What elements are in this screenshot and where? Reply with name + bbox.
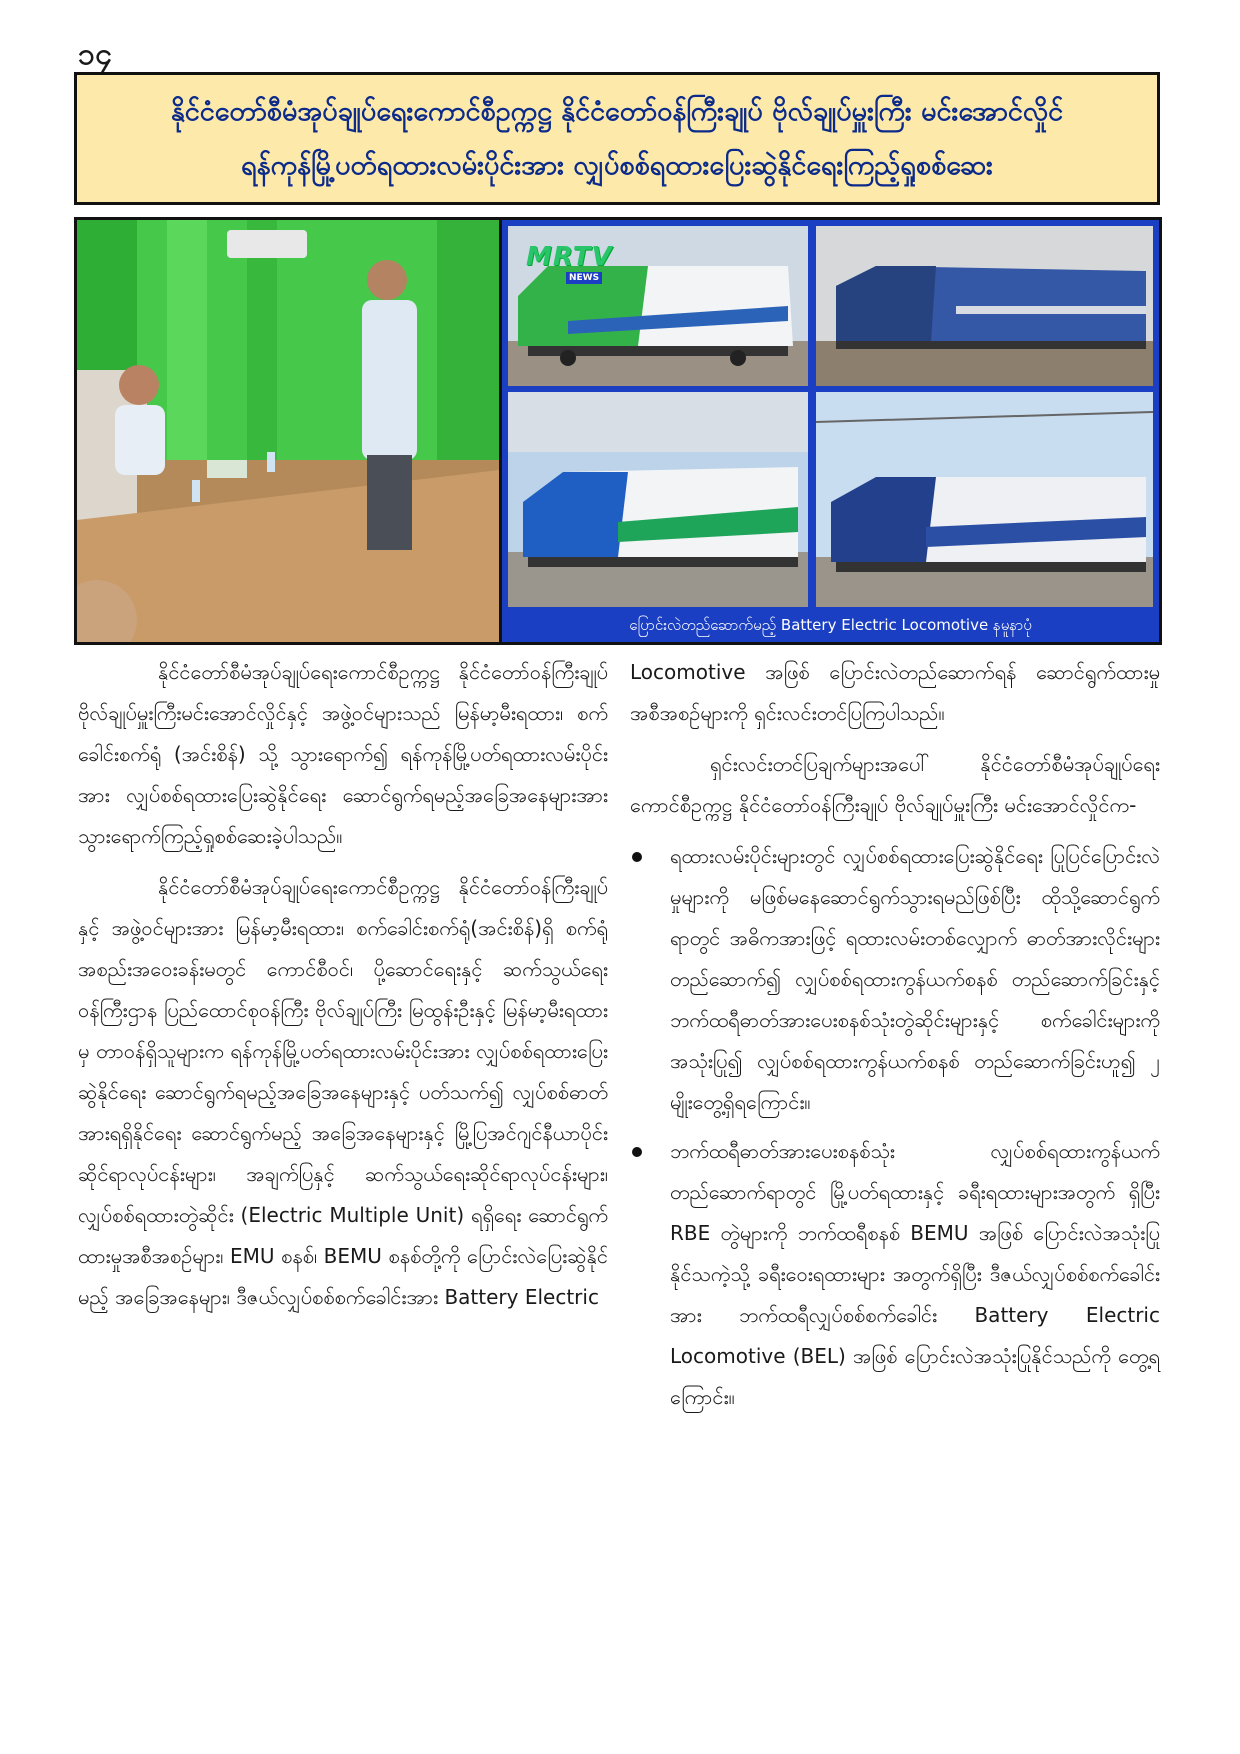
bullet-item bbox=[630, 1131, 1160, 1418]
locomotive-photo-blue-green bbox=[508, 392, 808, 607]
headline-line-1: နိုင်ငံတော်စီမံအုပ်ချုပ်ရေးကောင်စီဥက္ကဋ္ဌ နိုင်ငံတော်ဝန်ကြီးချုပ် ဗိုလ်ချုပ်မှူးကြီး မင်းအောင်လှိုင် bbox=[170, 95, 1064, 127]
mrtv-news-label: NEWS bbox=[566, 272, 602, 284]
locomotive-photo-green bbox=[508, 226, 808, 386]
bullet-icon bbox=[632, 852, 642, 862]
photo-frame bbox=[74, 217, 1162, 645]
left-column bbox=[78, 652, 608, 1328]
locomotive-photo-blue-grey bbox=[816, 226, 1153, 386]
paragraph: Locomotive အဖြစ် ပြောင်းလဲတည်ဆောက်ရန် ဆောင်ရွက်ထားမှု အစီအစဉ်များကို ရှင်းလင်းတင်ပြကြပါသည်။ bbox=[630, 660, 1160, 725]
paragraph: နိုင်ငံတော်စီမံအုပ်ချုပ်ရေးကောင်စီဥက္ကဋ္ဌ နိုင်ငံတော်ဝန်ကြီးချုပ် ဗိုလ်ချုပ်မှူးကြီးမင်းအောင်လှိုင်နှင့် အဖွဲ့ဝင်များသည် မြန်မာ့မီးရထား၊ စက်ခေါင်းစက်ရုံ (အင်းစိန်) သို့ သွားရောက်၍ ရန်ကုန်မြို့ပတ်ရထားလမ်းပိုင်းအား လျှပ်စစ်ရထားပြေးဆွဲနိုင်ရေး ဆောင်ရွက်ရမည့်အခြေအနေများအား သွားရောက်ကြည့်ရှုစစ်ဆေးခဲ့ပါသည်။ bbox=[78, 660, 608, 848]
locomotive-photo-white-blue bbox=[816, 392, 1153, 607]
bullet-text: ရထားလမ်းပိုင်းများတွင် လျှပ်စစ်ရထားပြေးဆွဲနိုင်ရေး ပြုပြင်ပြောင်းလဲမှုများကို မဖြစ်မနေဆောင်ရွက်သွားရမည်ဖြစ်ပြီး ထိုသို့ဆောင်ရွက်ရာတွင် အဓိကအားဖြင့် ရထားလမ်းတစ်လျှောက် ဓာတ်အားလိုင်းများ တည်ဆောက်၍ လျှပ်စစ်ရထားကွန်ယက်စနစ် တည်ဆောက်ခြင်းနှင့် ဘက်ထရီဓာတ်အားပေးစနစ်သုံးတွဲဆိုင်းများနှင့် စက်ခေါင်းများကို အသုံးပြု၍ လျှပ်စစ်ရထားကွန်ယက်စနစ် တည်ဆောက်ခြင်းဟူ၍ ၂ မျိုးတွေ့ရှိရကြောင်း။ bbox=[670, 844, 1160, 1114]
bullet-icon bbox=[632, 1147, 642, 1157]
locomotive-collage bbox=[502, 220, 1159, 642]
paragraph: ရှင်းလင်းတင်ပြချက်များအပေါ် နိုင်ငံတော်စီမံအုပ်ချုပ်ရေးကောင်စီဥက္ကဋ္ဌ နိုင်ငံတော်ဝန်ကြီးချုပ် ဗိုလ်ချုပ်မှူးကြီး မင်းအောင်လှိုင်က- bbox=[630, 752, 1160, 817]
meeting-illustration bbox=[77, 220, 499, 642]
headline-box bbox=[74, 72, 1160, 205]
paragraph: နိုင်ငံတော်စီမံအုပ်ချုပ်ရေးကောင်စီဥက္ကဋ္ဌ နိုင်ငံတော်ဝန်ကြီးချုပ်နှင့် အဖွဲ့ဝင်များအား မြန်မာ့မီးရထား၊ စက်ခေါင်းစက်ရုံ(အင်းစိန်)ရှိ စက်ရုံအစည်းအဝေးခန်းမတွင် ကောင်စီဝင်၊ ပို့ဆောင်ရေးနှင့် ဆက်သွယ်ရေးဝန်ကြီးဌာန ပြည်ထောင်စုဝန်ကြီး ဗိုလ်ချုပ်ကြီး မြထွန်းဦးနှင့် မြန်မာ့မီးရထားမှ တာဝန်ရှိသူများက ရန်ကုန်မြို့ပတ်ရထားလမ်းပိုင်းအား လျှပ်စစ်ရထားပြေးဆွဲနိုင်ရေး ဆောင်ရွက်ရမည့်အခြေအနေများနှင့် ပတ်သက်၍ လျှပ်စစ်ဓာတ်အားရရှိနိုင်ရေး ဆောင်ရွက်မည့် အခြေအနေများနှင့် မြို့ပြအင်ဂျင်နီယာပိုင်းဆိုင်ရာလုပ်ငန်းများ၊ အချက်ပြနှင့် ဆက်သွယ်ရေးဆိုင်ရာလုပ်ငန်းများ၊ လျှပ်စစ်ရထားတွဲဆိုင်း (Electric Multiple Unit) ရရှိရေး ဆောင်ရွက်ထားမှုအစီအစဉ်များ၊ EMU စနစ်၊ BEMU စနစ်တို့ကို ပြောင်းလဲပြေးဆွဲနိုင်မည့် အခြေအနေများ၊ ဒီဇယ်လျှပ်စစ်စက်ခေါင်းအား Battery Electric bbox=[78, 875, 608, 1309]
bullet-item bbox=[630, 836, 1160, 1123]
bullet-text: ဘက်ထရီဓာတ်အားပေးစနစ်သုံး လျှပ်စစ်ရထားကွန်ယက် တည်ဆောက်ရာတွင် မြို့ပတ်ရထားနှင့် ခရီးရထားများအတွက် ရှိပြီး RBE တွဲများကို ဘက်ထရီစနစ် BEMU အဖြစ် ပြောင်းလဲအသုံးပြုနိုင်သကဲ့သို့ ခရီးဝေးရထားများ အတွက်ရှိပြီး ဒီဇယ်လျှပ်စစ်စက်ခေါင်းအား ဘက်ထရီလျှပ်စစ်စက်ခေါင်း Battery Electric Locomotive (BEL) အဖြစ် ပြောင်းလဲအသုံးပြုနိုင်သည်ကို တွေ့ရကြောင်း။ bbox=[670, 1139, 1160, 1409]
meeting-photo bbox=[77, 220, 499, 642]
headline-line-2: ရန်ကုန်မြို့ပတ်ရထားလမ်းပိုင်းအား လျှပ်စစ်ရထားပြေးဆွဲနိုင်ရေးကြည့်ရှုစစ်ဆေး bbox=[241, 149, 993, 181]
page-number: ၁၄ bbox=[78, 37, 112, 72]
right-column bbox=[630, 652, 1160, 1418]
photo-caption: ပြောင်းလဲတည်ဆောက်မည့် Battery Electric Locomotive နမူနာပုံ bbox=[502, 612, 1159, 642]
mrtv-logo: MRTV bbox=[526, 242, 613, 272]
